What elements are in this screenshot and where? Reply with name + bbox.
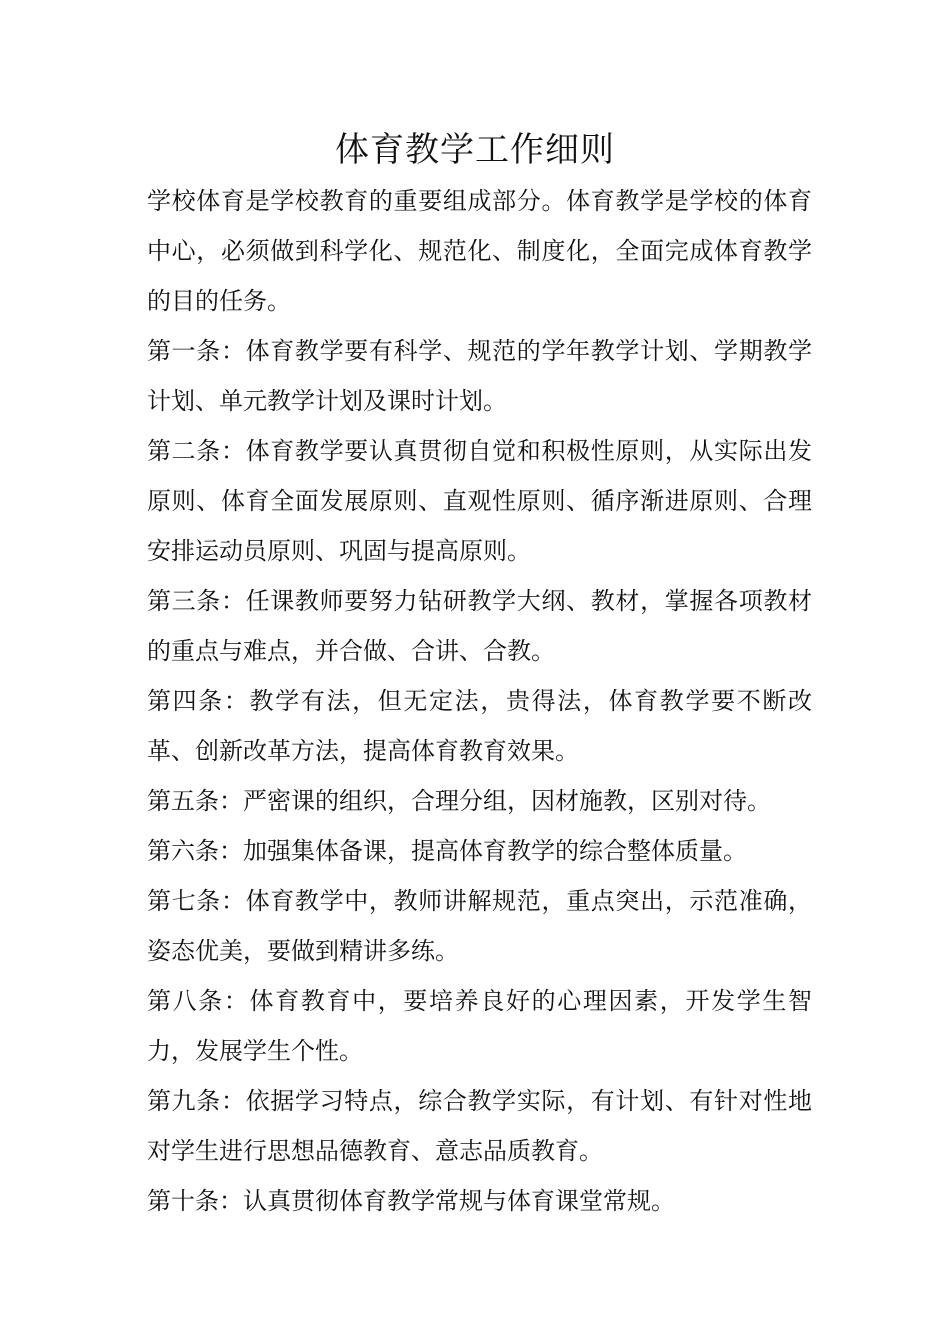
article-1: 第一条：体育教学要有科学、规范的学年教学计划、学期教学计划、单元教学计划及课时计划。 xyxy=(147,337,812,415)
article-9: 第九条：依据学习特点，综合教学实际，有计划、有针对性地对学生进行思想品德教育、意志品质教育。 xyxy=(147,1087,812,1165)
article-7: 第七条：体育教学中，教师讲解规范，重点突出，示范准确，姿态优美，要做到精讲多练。 xyxy=(147,887,812,965)
article-2: 第二条：体育教学要认真贯彻自觉和积极性原则，从实际出发原则、体育全面发展原则、直观性原则、循序渐进原则、合理安排运动员原则、巩固与提高原则。 xyxy=(147,437,812,565)
document-body xyxy=(147,176,812,1226)
article-3: 第三条：任课教师要努力钻研教学大纲、教材，掌握各项教材的重点与难点，并合做、合讲、合教。 xyxy=(147,587,812,665)
article-10: 第十条：认真贯彻体育教学常规与体育课堂常规。 xyxy=(147,1187,675,1215)
article-8: 第八条：体育教育中，要培养良好的心理因素，开发学生智力，发展学生个性。 xyxy=(147,987,812,1065)
intro-paragraph: 学校体育是学校教育的重要组成部分。体育教学是学校的体育中心，必须做到科学化、规范化、制度化，全面完成体育教学的目的任务。 xyxy=(147,187,812,315)
document-title: 体育教学工作细则 xyxy=(335,130,615,170)
article-6: 第六条：加强集体备课，提高体育教学的综合整体质量。 xyxy=(147,837,747,865)
article-4: 第四条：教学有法，但无定法，贵得法，体育教学要不断改革、创新改革方法，提高体育教育效果。 xyxy=(147,687,812,765)
article-5: 第五条：严密课的组织，合理分组，因材施教，区别对待。 xyxy=(147,787,771,815)
